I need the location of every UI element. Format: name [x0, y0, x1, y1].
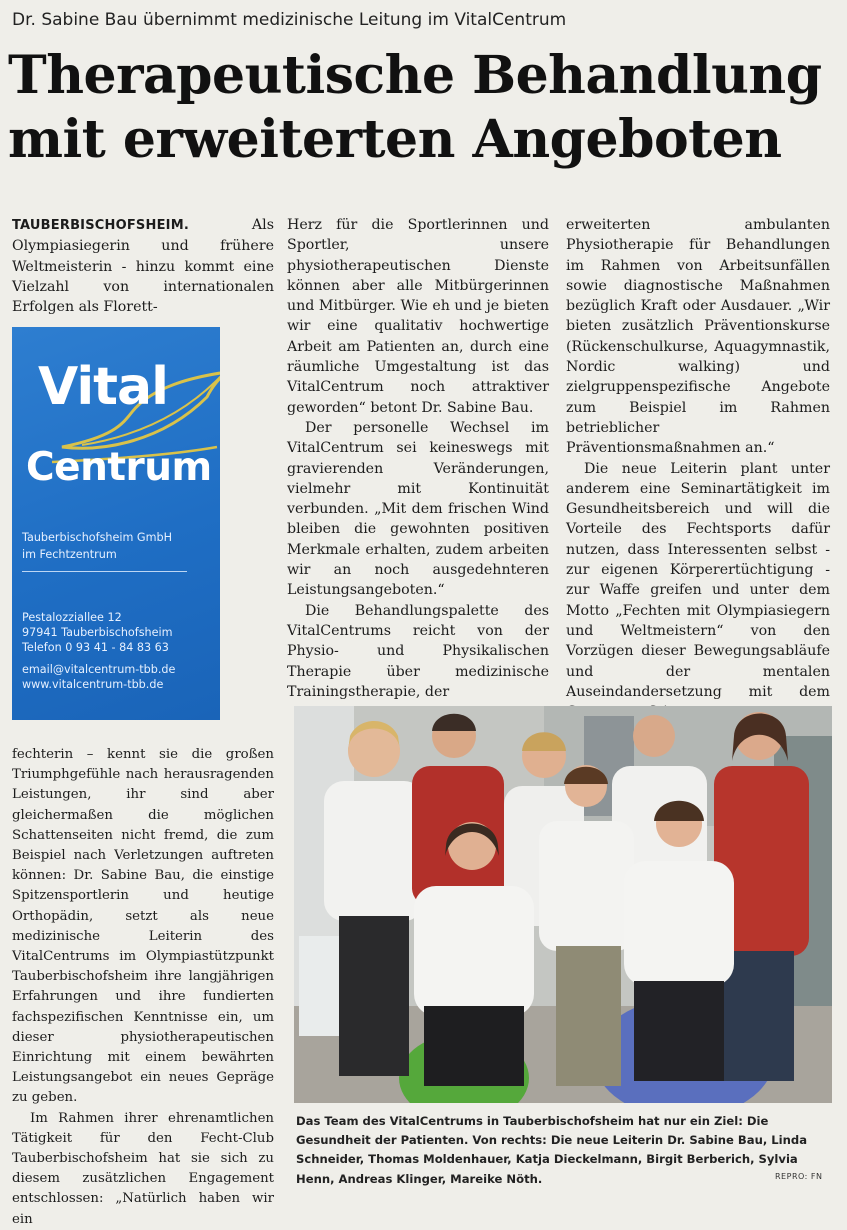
logo-word-centrum: Centrum [26, 445, 212, 490]
column-3 [566, 215, 830, 722]
column-1-top [12, 215, 274, 317]
paragraph: Die neue Leiterin plant unter anderem eine Seminartätigkeit im Gesundheitsbereich und will die Vorteile des Fechtsports dafür nutzen, dass Interessenten selbst - zur eigenen Körperertüchtigung - zur Waffe greifen und unter dem Motto „Fechten mit Olympiasiegern und Weltmeistern“ von den Vorzügen dieser Bewegungsabläufe und der mentalen Auseindandersetzung mit dem [566, 460, 830, 700]
paragraph [12, 215, 274, 317]
logo-word-vital: Vital [38, 357, 168, 417]
paragraph: fechterin – kennt sie die großen Triumphgefühle nach herausragenden Leistungen, ihr sind aber gleichermaßen die möglichen Schattenseiten nicht fremd, die zum Beispiel nach Verletzungen auftreten können: Dr. Sabine Bau, die einstige Spitzensportlerin und heutige Orthopädin, setzt als neue medizinische Leiterin des VitalCentrums im Olympiastützpunkt Tauberbischofsheim ihre langjährigen Erfahrungen und ihre fundierten fachspezifischen Kenntnisse ein, um dieser physiotherapeutischen Einrichtung mit einem bewährten Leistungsangebot ein neues Gepräge zu geben. [12, 747, 274, 1106]
column-2 [287, 215, 549, 702]
company-line-2: im Fechtzentrum [22, 548, 117, 561]
paragraph: Herz für die Sportlerinnen und Sportler, unsere physiotherapeutischen Dienste können aber alle Mitbürgerinnen und Mitbürger. Wie eh und je bieten wir eine qualitativ hochwertige Arbeit am Patienten an, durch eine räumliche Umgestaltung ist das VitalCentrum noch attraktiver geworden“ betont Dr. Sabine Bau. [287, 217, 549, 416]
headline-line-1: Therapeutische Behandlung [8, 45, 822, 106]
headline-line-2: mit erweiterten Angeboten [8, 109, 782, 170]
company-line-1: Tauberbischofsheim GmbH [22, 531, 173, 544]
paragraph-text: Als Olympiasiegerin und frühere Weltmeisterin - hinzu kommt eine Vielzahl von internationalen Erfolgen als Florett- [12, 217, 274, 316]
kicker-line: Dr. Sabine Bau übernimmt medizinische Leitung im VitalCentrum [12, 10, 567, 30]
vitalcentrum-advertisement [12, 327, 220, 720]
headline [8, 44, 838, 172]
photo-credit: REPRO: FN [775, 1172, 823, 1181]
divider [22, 571, 187, 572]
column-1-bottom [12, 745, 274, 1230]
ad-street: Pestalozziallee 12 [22, 611, 122, 624]
dateline: TAUBERBISCHOFSHEIM. [12, 218, 189, 233]
paragraph: Die Behandlungspalette des VitalCentrums reicht von der Physio- und Physikalischen Therapie über medizinische Trainingstherapie, der [287, 602, 549, 700]
paragraph: erweiterten ambulanten Physiotherapie für Behandlungen im Rahmen von Arbeitsunfällen sowie diagnostische Maßnahmen bezüglich Kraft oder Ausdauer. „Wir bieten zusätzlich Präventionskurse (Rückenschulkurse, Aquagymnastik, Nordic walking) und zielgruppenspezifische Angebote zum Beispiel im Rahmen betrieblicher Präventionsmaßnahmen an.“ [566, 217, 830, 457]
ad-city: 97941 Tauberbischofsheim [22, 626, 173, 639]
team-photo-illustration [294, 706, 832, 1103]
paragraph: Im Rahmen ihrer ehrenamtlichen Tätigkeit für den Fecht-Club Tauberbischofsheim hat sie sich zu diesem zusätzlichen Engagement entschlossen: „Natürlich haben wir ein [12, 1110, 274, 1227]
ad-website: www.vitalcentrum-tbb.de [22, 678, 164, 691]
ad-phone: Telefon 0 93 41 - 84 83 63 [22, 641, 169, 654]
ad-email: email@vitalcentrum-tbb.de [22, 663, 176, 676]
paragraph: Der personelle Wechsel im VitalCentrum sei keineswegs mit gravierenden Veränderungen, vielmehr mit Kontinuität verbunden. „Mit dem frischen Wind bleiben die gewohnten positiven Merkmale erhalten, zudem arbeiten wir an noch ausgedehnteren Leistungsangeboten.“ [287, 419, 549, 599]
team-photo [294, 706, 832, 1103]
photo-caption: Das Team des VitalCentrums in Tauberbischofsheim hat nur ein Ziel: Die Gesundheit der Patienten. Von rechts: Die neue Leiterin Dr. Sabine Bau, Linda Schneider, Thomas Moldenhauer, Katja Dieckelmann, Birgit Berberich, Sylvia Henn, Andreas Klinger, Mareike Nöth. [296, 1114, 808, 1186]
